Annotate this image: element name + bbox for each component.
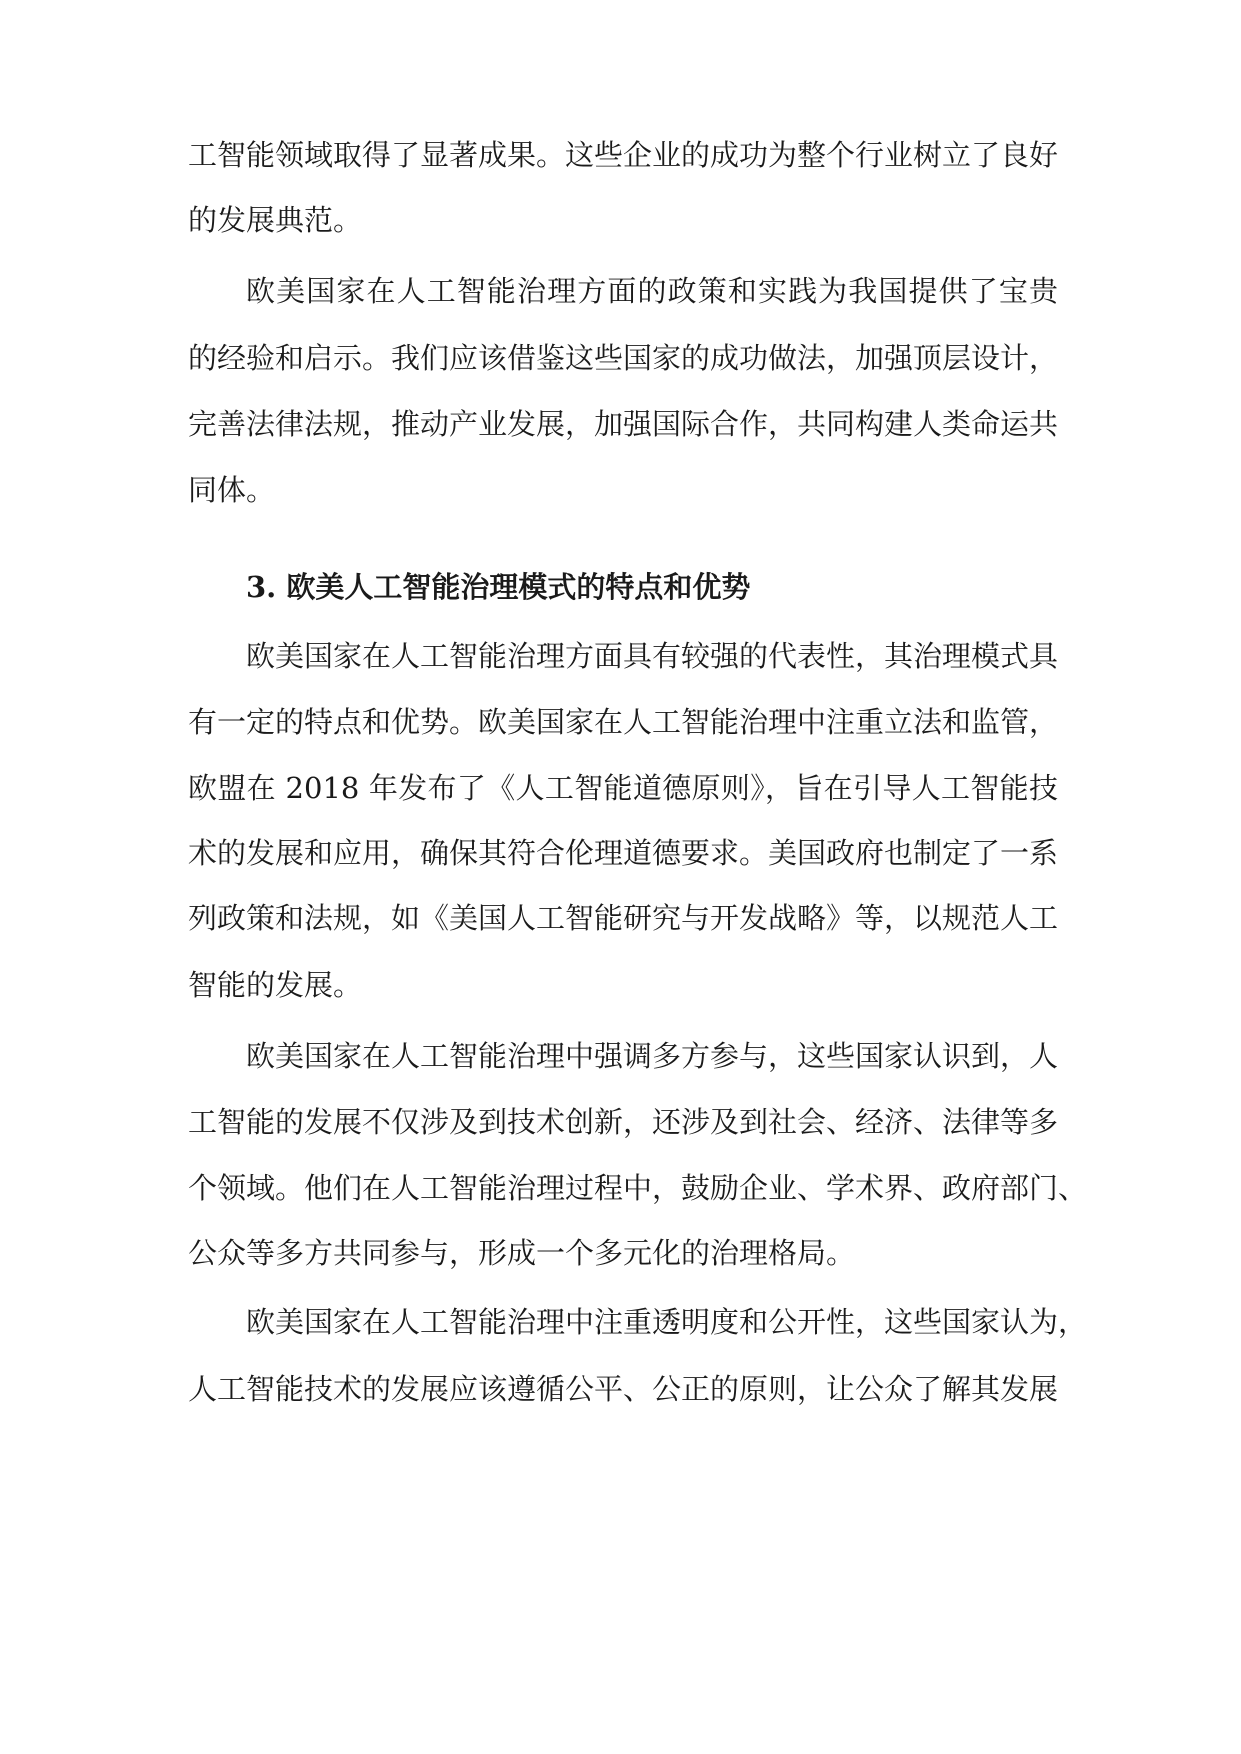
paragraph-3-line-4: 术的发展和应用，确保其符合伦理道德要求。美国政府也制定了一系 [188, 836, 1059, 870]
paragraph-4-line-4: 公众等多方共同参与，形成一个多元化的治理格局。 [188, 1236, 856, 1270]
section-heading: 3. 欧美人工智能治理模式的特点和优势 [246, 570, 751, 604]
paragraph-2-line-1: 欧美国家在人工智能治理方面的政策和实践为我国提供了宝贵 [246, 274, 1058, 308]
paragraph-3-line-5: 列政策和法规，如《美国人工智能研究与开发战略》等，以规范人工 [188, 901, 1059, 935]
paragraph-4-line-3: 个领域。他们在人工智能治理过程中，鼓励企业、学术界、政府部门、 [188, 1171, 1088, 1205]
paragraph-3-line-1: 欧美国家在人工智能治理方面具有较强的代表性，其治理模式具 [246, 639, 1059, 673]
paragraph-1-line-1: 工智能领域取得了显著成果。这些企业的成功为整个行业树立了良好 [188, 138, 1059, 172]
paragraph-4-line-2: 工智能的发展不仅涉及到技术创新，还涉及到社会、经济、法律等多 [188, 1105, 1059, 1139]
paragraph-2-line-4: 同体。 [188, 473, 276, 507]
paragraph-5-line-2: 人工智能技术的发展应该遵循公平、公正的原则，让公众了解其发展 [188, 1372, 1059, 1406]
paragraph-4-line-1: 欧美国家在人工智能治理中强调多方参与，这些国家认识到，人 [246, 1039, 1059, 1073]
paragraph-1-line-2: 的发展典范。 [188, 203, 363, 237]
paragraph-3-line-3: 欧盟在 2018 年发布了《人工智能道德原则》，旨在引导人工智能技 [188, 771, 1058, 805]
paragraph-5-line-1: 欧美国家在人工智能治理中注重透明度和公开性，这些国家认为， [246, 1305, 1088, 1339]
paragraph-2-line-2: 的经验和启示。我们应该借鉴这些国家的成功做法，加强顶层设计， [188, 341, 1059, 375]
paragraph-3-line-6: 智能的发展。 [188, 968, 363, 1002]
paragraph-2-line-3: 完善法律法规，推动产业发展，加强国际合作，共同构建人类命运共 [188, 407, 1059, 441]
paragraph-3-line-2: 有一定的特点和优势。欧美国家在人工智能治理中注重立法和监管， [188, 705, 1059, 739]
